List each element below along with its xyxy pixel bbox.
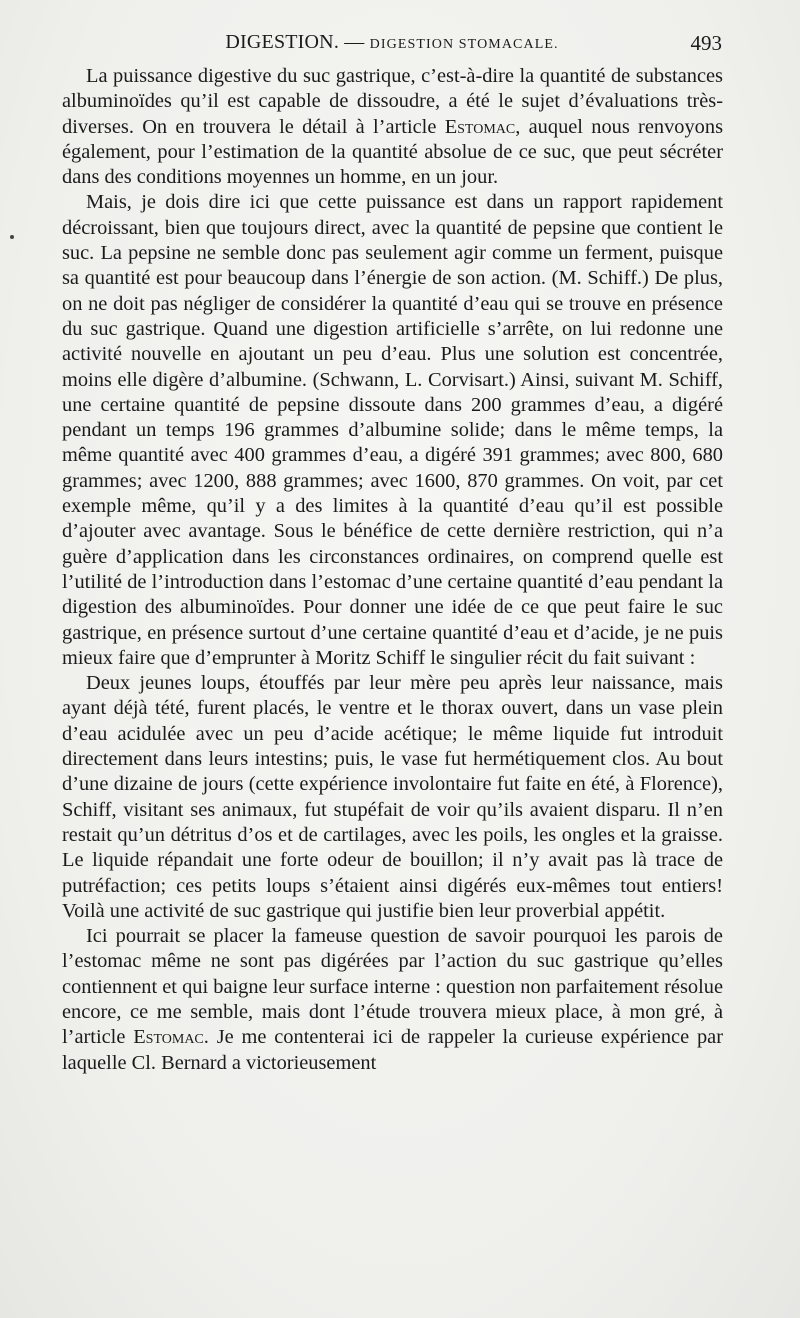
paragraph-4 <box>62 924 723 1076</box>
article-reference: Estomac <box>444 115 516 138</box>
page-number: 493 <box>690 31 722 55</box>
body-text <box>62 64 723 1076</box>
header-title-main: DIGESTION. <box>225 31 340 53</box>
paragraph-3: Deux jeunes loups, étouffés par leur mère peu après leur naissance, mais ayant déjà tété, furent placés, le ventre et le thorax ouvert, dans un vase plein d’eau acidulée avec un peu d’acide acétique; le même liquide fut introduit directement dans leurs intestins; puis, le vase fut hermétiquement clos. Au bout d’une dizaine de jours (cette expérience involontaire fut faite en été, à Florence), Schiff, visitant ses animaux, fut stupéfait de voir qu’ils avaient disparu. Il n’en restait qu’un détritus d’os et de cartilages, avec les poils, les ongles et la graisse. Le liquide répandait une forte odeur de bouillon; il n’y avait pas là trace de putréfaction; ces petits loups s’étaient ainsi digérés eux-mêmes tout entiers! Voilà une activité de suc gastrique qui justifie bien leur proverbial appétit. <box>62 672 723 922</box>
header-separator: — <box>344 31 365 53</box>
paragraph-1-text-a: La puissance digestive du suc gastrique, c’est-à-dire la quantité de substances albuminoïdes qu’il est capable de dissoudre, a été le sujet d’évaluations très-diverses. On en trouvera le détail à l’article <box>62 65 723 138</box>
paragraph-4-text-b: . Je me contenterai ici de rappeler la curieuse expérience par laquelle Cl. Bernard a victorieusement <box>62 1026 723 1074</box>
article-reference: Estomac <box>133 1026 204 1049</box>
header-section: DIGESTION STOMACALE. <box>369 37 559 52</box>
paragraph-2: Mais, je dois dire ici que cette puissance est dans un rapport rapidement décroissant, bien que toujours direct, avec la quantité de pepsine que contient le suc. La pepsine ne semble donc pas seulement agir comme un ferment, puisque sa quantité est pour beaucoup dans l’énergie de son action. (M. Schiff.) De plus, on ne doit pas négliger de considérer la quantité d’eau qui se trouve en présence du suc gastrique. Quand une digestion artificielle s’arrête, on lui redonne une activité nouvelle en ajoutant un peu d’eau. Plus une solution est concentrée, moins elle digère d’albumine. (Schwann, L. Corvisart.) Ainsi, suivant M. Schiff, une certaine quantité de pepsine dissoute dans 200 grammes d’eau, a digéré pendant un temps 196 grammes d’albumine solide; dans le même temps, la même quantité avec 400 grammes d’eau, a digéré 391 grammes; avec 800, 680 grammes; avec 1200, 888 grammes; avec 1600, 870 grammes. On voit, par cet exemple même, qu’il y a des limites à la quantité d’eau qu’il est possible d’ajouter avec avantage. Sous le bénéfice de cette dernière restriction, qui n’a guère d’application dans les circonstances ordinaires, on comprend quelle est l’utilité de l’introduction dans l’estomac d’une certaine quantité d’eau pendant la digestion des albuminoïdes. Pour donner une idée de ce que peut faire le suc gastrique, en présence surtout d’une certaine quantité d’eau et d’acide, je ne puis mieux faire que d’emprunter à Moritz Schiff le singulier récit du fait suivant : <box>62 191 723 669</box>
header-title <box>62 31 722 54</box>
running-header <box>62 31 722 57</box>
paragraph-4-text-a: Ici pourrait se placer la fameuse question de savoir pourquoi les parois de l’estomac même ne sont pas digérées par l’action du suc gastrique qu’elles contiennent et qui baigne leur surface interne : question non parfaitement résolue encore, ce me semble, mais dont l’étude trouvera mieux place, à mon gré, à l’article <box>62 925 723 1049</box>
paragraph-1-text-b: , auquel nous renvoyons également, pour l’estimation de la quantité absolue de ce suc, que peut sécréter dans des conditions moyennes un homme, en un jour. <box>62 115 723 189</box>
margin-mark <box>10 235 14 239</box>
paragraph-1 <box>62 64 723 190</box>
